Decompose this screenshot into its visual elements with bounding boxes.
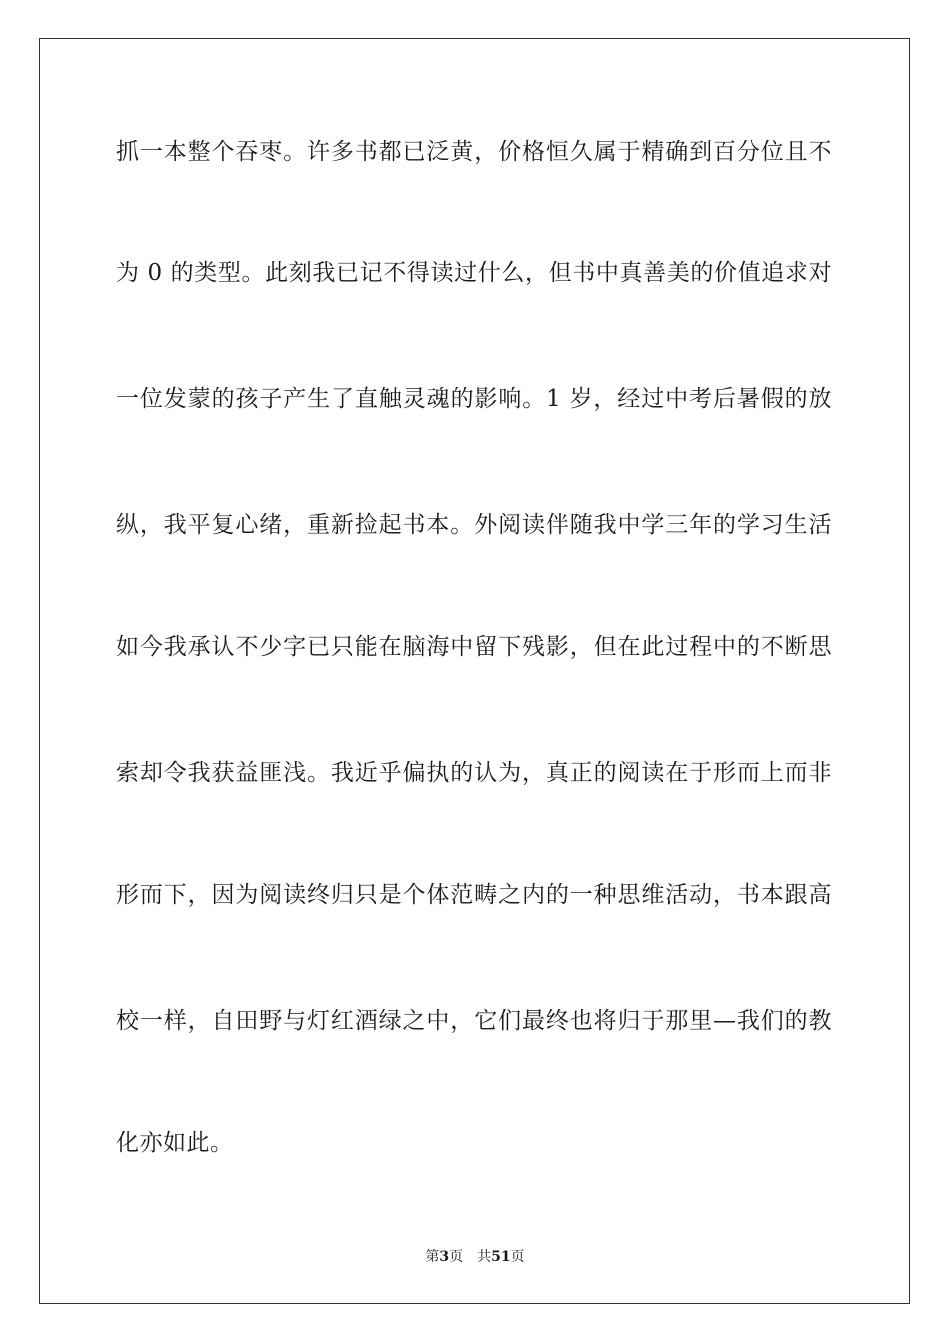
- body-text-line-6: 索却令我获益匪浅。我近乎偏执的认为，真正的阅读在于形而上而非: [116, 760, 832, 786]
- page-number: 3: [439, 1249, 450, 1265]
- body-text-line-5: 如今我承认不少字已只能在脑海中留下残影，但在此过程中的不断思: [116, 634, 832, 660]
- body-text-line-2: 为 0 的类型。此刻我已记不得读过什么，但书中真善美的价值追求对: [116, 260, 832, 286]
- total-prefix: 共: [477, 1249, 492, 1265]
- page-footer: [0, 1248, 950, 1266]
- total-suffix: 页: [510, 1249, 525, 1265]
- body-text-line-7: 形而下，因为阅读终归只是个体范畴之内的一种思维活动，书本跟高: [116, 882, 832, 908]
- page-suffix: 页: [449, 1249, 464, 1265]
- body-text-line-4: 纵，我平复心绪，重新捡起书本。外阅读伴随我中学三年的学习生活: [116, 512, 832, 538]
- body-text-line-3: 一位发蒙的孩子产生了直触灵魂的影响。1 岁，经过中考后暑假的放: [116, 386, 832, 412]
- page-prefix: 第: [425, 1249, 440, 1265]
- body-text-line-1: 抓一本整个吞枣。许多书都已泛黄，价格恒久属于精确到百分位且不: [116, 139, 832, 165]
- total-pages: 51: [491, 1249, 511, 1265]
- body-text-line-9: 化亦如此。: [116, 1130, 234, 1156]
- body-text-line-8: 校一样，自田野与灯红酒绿之中，它们最终也将归于那里—我们的教: [116, 1008, 832, 1034]
- page-border: [39, 38, 910, 1304]
